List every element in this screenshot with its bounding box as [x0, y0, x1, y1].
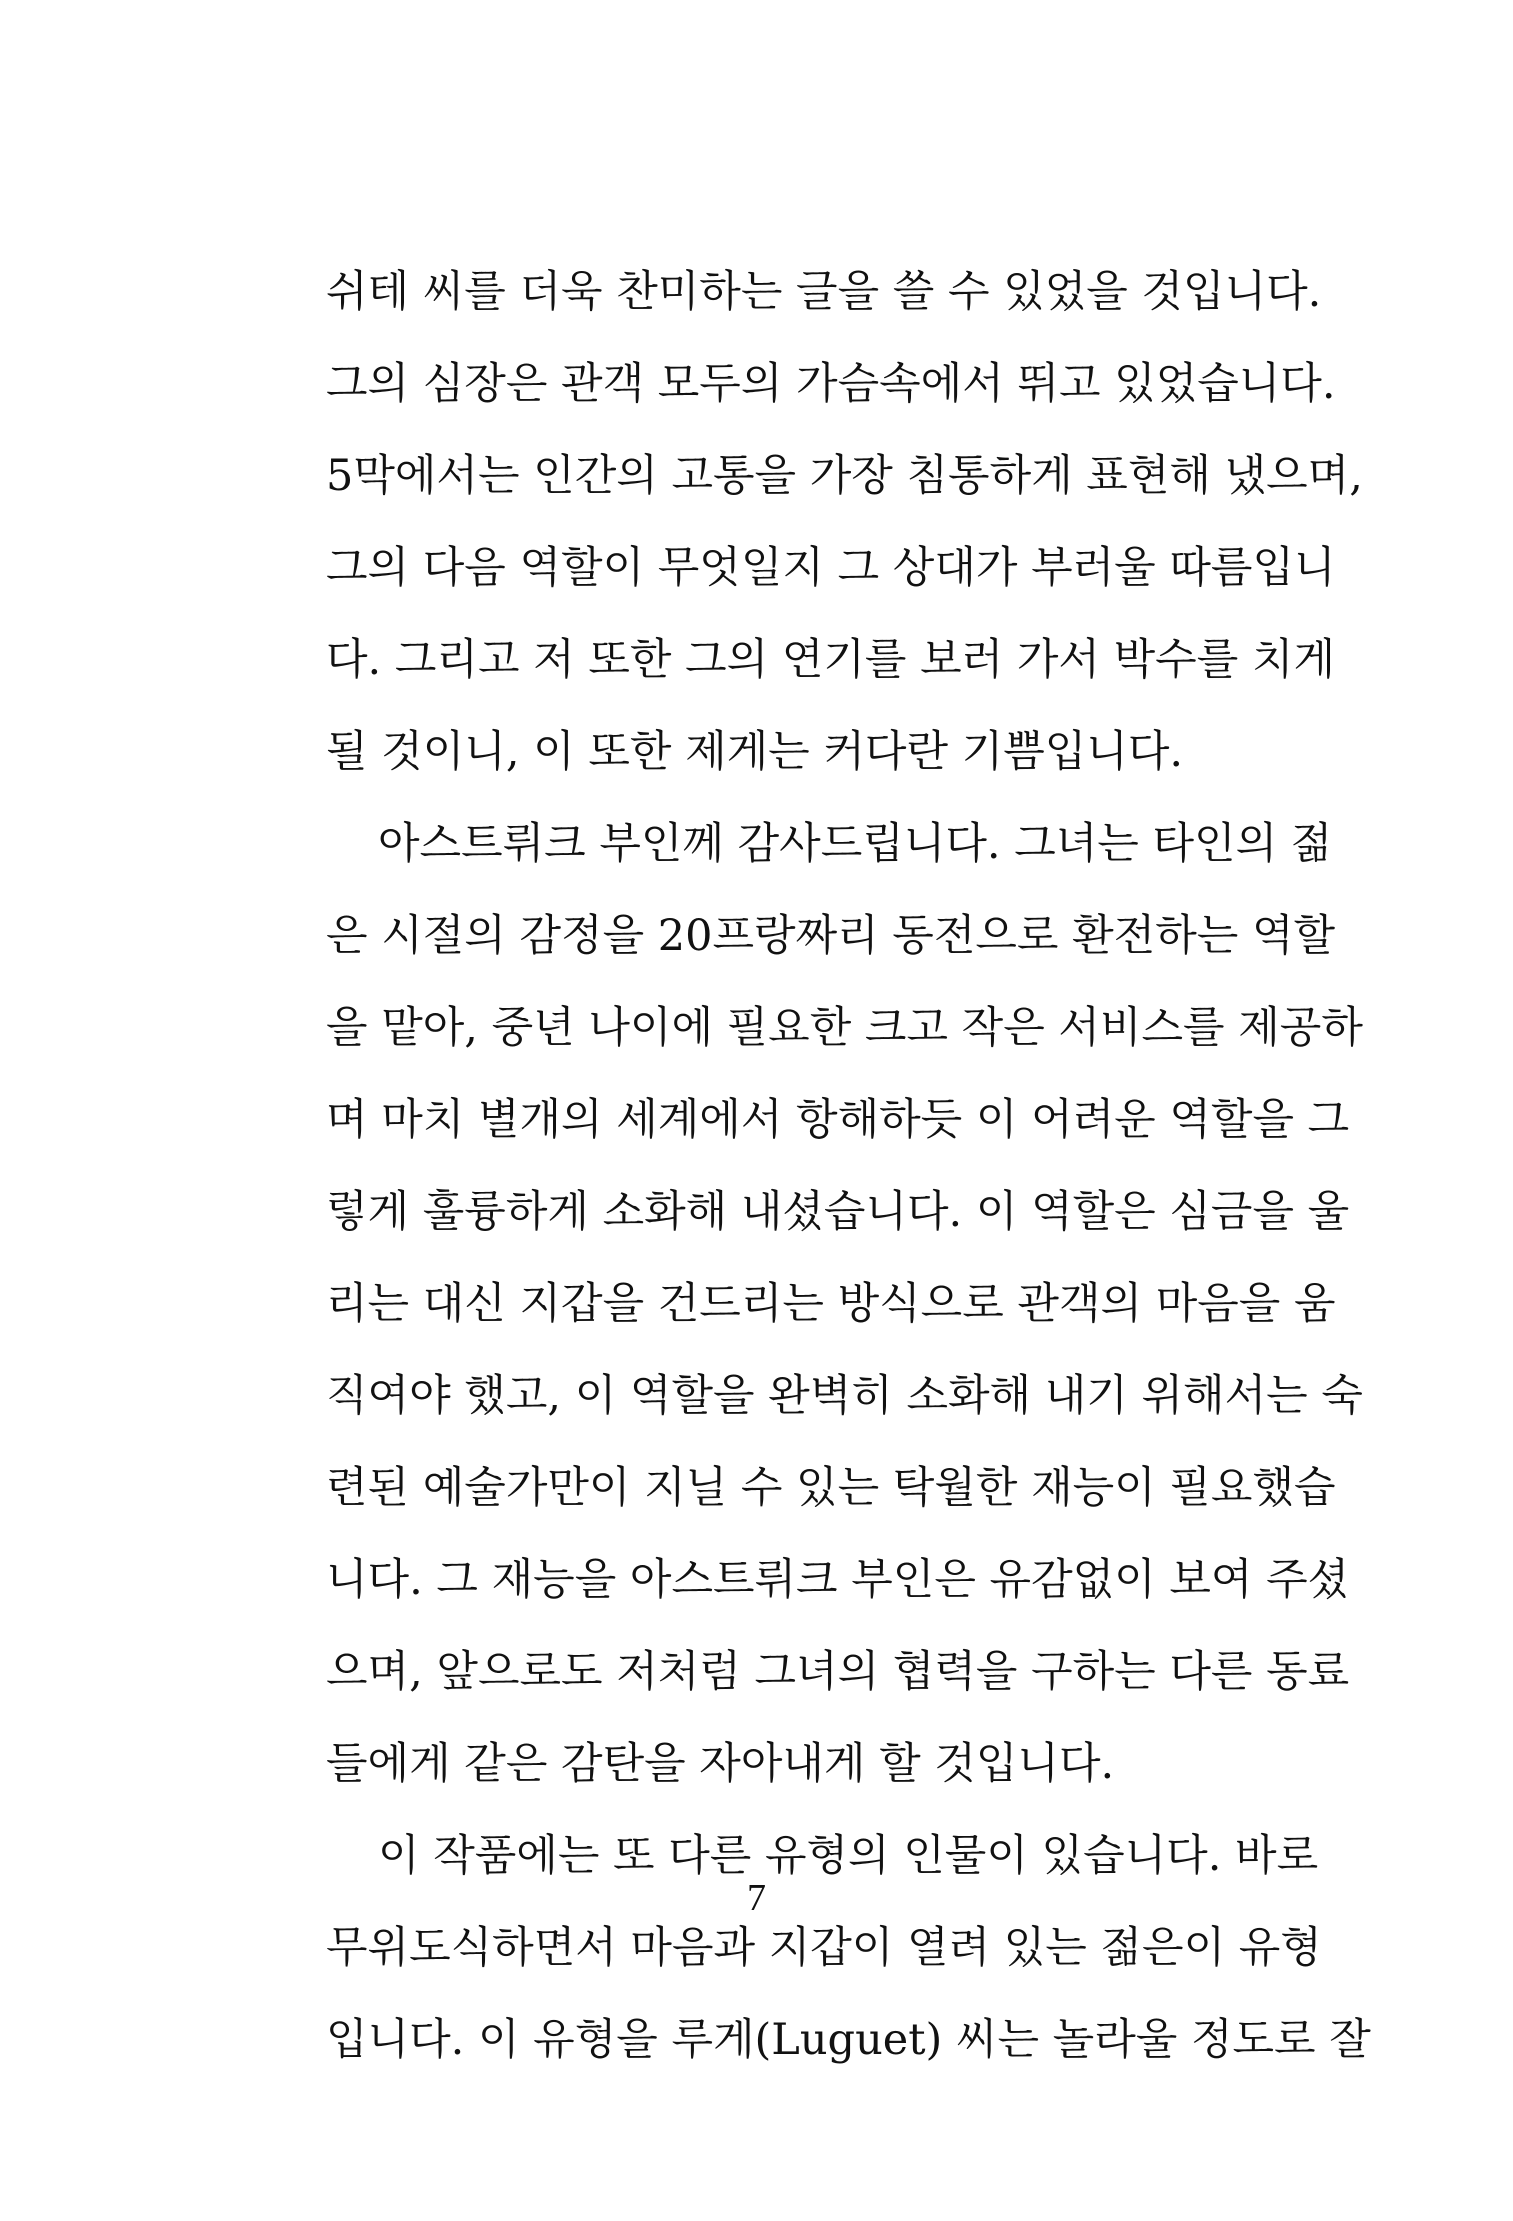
text-line: 은 시절의 감정을 20프랑짜리 동전으로 환전하는 역할 [326, 911, 1336, 961]
paragraph-start-line: 이 작품에는 또 다른 유형의 인물이 있습니다. 바로 [378, 1831, 1319, 1881]
text-line: 5막에서는 인간의 고통을 가장 침통하게 표현해 냈으며, [326, 451, 1363, 501]
paragraph-start-line: 아스트뤼크 부인께 감사드립니다. 그녀는 타인의 젊 [378, 819, 1333, 869]
body-text [326, 246, 1371, 2086]
text-line: 니다. 그 재능을 아스트뤼크 부인은 유감없이 보여 주셨 [326, 1555, 1350, 1605]
text-line: 직여야 했고, 이 역할을 완벽히 소화해 내기 위해서는 숙 [326, 1371, 1363, 1421]
text-line: 렇게 훌륭하게 소화해 내셨습니다. 이 역할은 심금을 울 [326, 1187, 1350, 1237]
page-number: 7 [747, 1877, 766, 1919]
text-line: 을 맡아, 중년 나이에 필요한 크고 작은 서비스를 제공하 [326, 1003, 1363, 1053]
text-line: 으며, 앞으로도 저처럼 그녀의 협력을 구하는 다른 동료 [326, 1647, 1350, 1697]
text-line: 쉬테 씨를 더욱 찬미하는 글을 쓸 수 있었을 것입니다. [326, 267, 1322, 317]
text-line: 다. 그리고 저 또한 그의 연기를 보러 가서 박수를 치게 [326, 635, 1335, 685]
text-line: 리는 대신 지갑을 건드리는 방식으로 관객의 마음을 움 [326, 1279, 1336, 1329]
text-line: 될 것이니, 이 또한 제게는 커다란 기쁨입니다. [326, 727, 1184, 777]
text-line: 련된 예술가만이 지닐 수 있는 탁월한 재능이 필요했습 [326, 1463, 1336, 1513]
text-line: 그의 심장은 관객 모두의 가슴속에서 뛰고 있었습니다. [326, 359, 1336, 409]
text-line: 입니다. 이 유형을 루게(Luguet) 씨는 놀라울 정도로 잘 [326, 2015, 1371, 2065]
text-line: 그의 다음 역할이 무엇일지 그 상대가 부러울 따름입니 [326, 543, 1336, 593]
text-line: 무위도식하면서 마음과 지갑이 열려 있는 젊은이 유형 [326, 1923, 1322, 1973]
text-line: 들에게 같은 감탄을 자아내게 할 것입니다. [326, 1739, 1115, 1789]
text-line: 며 마치 별개의 세계에서 항해하듯 이 어려운 역할을 그 [326, 1095, 1350, 1145]
